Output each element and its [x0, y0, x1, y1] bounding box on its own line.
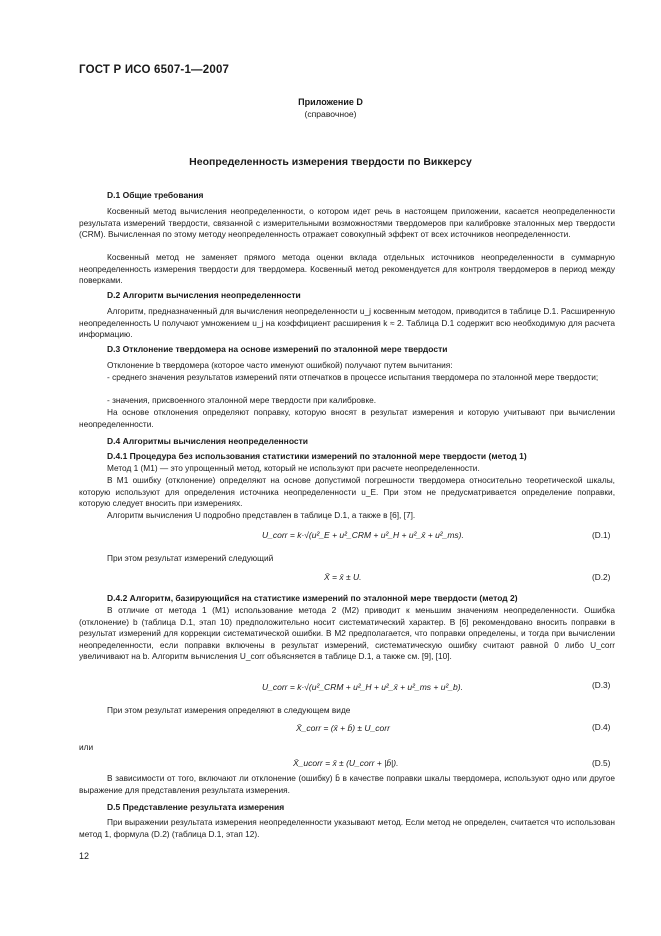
section-d4-2-heading: D.4.2 Алгоритм, базирующийся на статистике измерений по эталонной мере твердости (метод 2)	[107, 593, 518, 603]
page-title: Неопределенность измерения твердости по Виккерсу	[189, 156, 472, 168]
formula-d1-number: (D.1)	[592, 530, 611, 540]
section-d5-paragraph-1: При выражении результата измерения неопределенности указывают метод. Если метод не определен, считается что использован метод 1, формула (D.2) (таблица D.1, этап 12).	[79, 817, 615, 839]
section-d2-heading: D.2 Алгоритм вычисления неопределенности	[107, 290, 301, 300]
section-d4-paragraph-5: В отличие от метода 1 (M1) использование метода 2 (M2) приводит к меньшим значениям неопределенности. Ошибка (отклонение) b (таблица D.1, этап 10) предположительно носит систематический характер. В [6] рекомендовано вносить поправки в результат измерений для коррекции систематической ошибки. В M2 предполагается, что поправки определены, и тогда при вычислении неопределенности, если поправки включены в результат измерений, систематическую ошибку считают равной 0 либо U_corr увеличивают на b. Алгоритм вычисления U_corr объясняется в таблице D.1, а также см. [9], [10].	[79, 605, 615, 661]
formula-d4-number: (D.4)	[592, 722, 611, 732]
formula-d5-number: (D.5)	[592, 758, 611, 768]
section-d4-paragraph-6: При этом результат измерения определяют в следующем виде	[107, 705, 351, 715]
section-d4-paragraph-7: В зависимости от того, включают ли отклонение (ошибку) b̄ в качестве поправки шкалы твердомера, используют одно или другое выражение для представления результата измерения.	[79, 773, 615, 795]
conjunction-or: или	[79, 742, 94, 752]
standard-header: ГОСТ Р ИСО 6507-1—2007	[79, 64, 230, 76]
formula-d3-number: (D.3)	[592, 680, 611, 690]
formula-d5: X̄_ucorr = x̄ ± (U_corr + |b̄|).	[293, 758, 399, 768]
section-d4-paragraph-1: Метод 1 (M1) — это упрощенный метод, который не используют при расчете неопределенности.	[107, 463, 480, 473]
section-d3-list-item-2: - значения, присвоенного эталонной мере твердости при калибровке.	[107, 395, 377, 405]
section-d4-paragraph-2: В M1 ошибку (отклонение) определяют на основе допустимой погрешности твердомера относительно теоретической шкалы, которую используют для определения источника неопределенности u_E. При этом не предусматривается определение поправки, которую следует вносить при измерениях.	[79, 475, 615, 508]
formula-d1: U_corr = k·√(u²_E + u²_CRM + u²_H + u²_x̄ + u²_ms).	[262, 530, 464, 540]
appendix-label: Приложение D	[298, 97, 363, 107]
formula-d2-number: (D.2)	[592, 572, 611, 582]
appendix-note: (справочное)	[304, 109, 357, 119]
section-d1-heading: D.1 Общие требования	[107, 190, 204, 200]
formula-d4: X̄_corr = (x̄ + b̄) ± U_corr	[296, 723, 390, 733]
section-d3-heading: D.3 Отклонение твердомера на основе измерений по эталонной мере твердости	[107, 344, 448, 354]
section-d4-paragraph-3: Алгоритм вычисления U подробно представлен в таблице D.1, а также в [6], [7].	[107, 510, 416, 520]
formula-d3: U_corr = k·√(u²_CRM + u²_H + u²_x̄ + u²_ms + u²_b).	[262, 682, 463, 692]
section-d5-heading: D.5 Представление результата измерения	[107, 802, 285, 812]
section-d4-paragraph-4: При этом результат измерений следующий	[107, 553, 274, 563]
section-d3-paragraph-2: На основе отклонения определяют поправку, которую вносят в результат измерения и которую учитывают при вычислении неопределенности.	[79, 407, 615, 429]
section-d4-1-heading: D.4.1 Процедура без использования статистики измерений по эталонной мере твердости (метод 1)	[107, 451, 527, 461]
section-d1-paragraph-1: Косвенный метод вычисления неопределенности, о котором идет речь в настоящем приложении, касается неопределенности результата измерений твердости, связанной с измерительными возможностями твердомеров при калибровке эталонных мер твердости (CRM). Вычисленная по этому методу неопределенность отражает совокупный эффект от всех источников неопределенности.	[79, 206, 615, 239]
section-d2-paragraph-1: Алгоритм, предназначенный для вычисления неопределенности u_j косвенным методом, приводится в таблице D.1. Расширенную неопределенность U получают умножением u_j на коэффициент расширения k ≈ 2. Таблица D.1 содержит всю необходимую для расчета информацию.	[79, 306, 615, 339]
section-d3-paragraph-1: Отклонение b твердомера (которое часто именуют ошибкой) получают путем вычитания:	[107, 360, 453, 370]
formula-d2: X̄ = x̄ ± U.	[324, 572, 362, 582]
section-d1-paragraph-2: Косвенный метод не заменяет прямого метода оценки вклада отдельных источников неопределенности в суммарную неопределенность измерения твердости для твердомера. Косвенный метод рекомендуется для контроля твердомеров в период между поверками.	[79, 252, 615, 285]
section-d4-heading: D.4 Алгоритмы вычисления неопределенности	[107, 436, 309, 446]
page-number: 12	[79, 851, 90, 861]
section-d3-list-item-1: - среднего значения результатов измерений пяти отпечатков в процессе испытания твердомера по эталонной мере твердости;	[107, 372, 599, 382]
